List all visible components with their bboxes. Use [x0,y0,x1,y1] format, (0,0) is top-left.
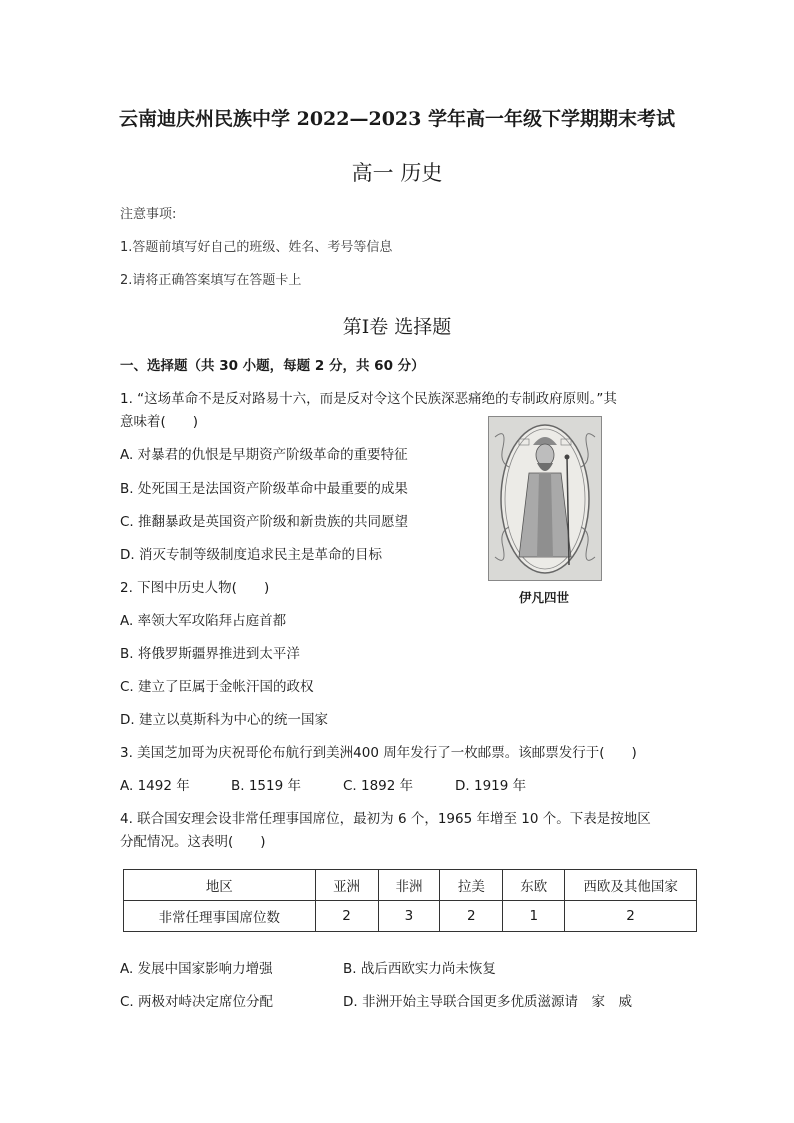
part-heading: 一、选择题（共 30 小题，每题 2 分，共 60 分） [120,358,425,374]
q4-option-b: B. 战后西欧实力尚未恢复 [343,961,496,977]
q2-option-a: A. 率领大军攻陷拜占庭首都 [120,613,287,629]
table-cell: 1 [503,901,565,932]
table-header-cell: 东欧 [503,870,565,901]
ivan-iv-portrait-image [488,416,602,581]
table-cell: 3 [378,901,440,932]
q2-stem: 2. 下图中历史人物( ) [120,580,270,596]
q4-option-a: A. 发展中国家影响力增强 [120,961,273,977]
exam-title: 云南迪庆州民族中学 2022—2023 学年高一年级下学期期末考试 [119,108,675,130]
q1-option-c: C. 推翻暴政是英国资产阶级和新贵族的共同愿望 [120,514,409,530]
table-header-cell: 地区 [124,870,316,901]
seat-allocation-table [123,869,697,932]
table-cell: 非常任理事国席位数 [124,901,316,932]
q1-option-a: A. 对暴君的仇恨是早期资产阶级革命的重要特征 [120,447,408,463]
q4-option-d: D. 非洲开始主导联合国更多优质滋源请 家 威 [343,994,632,1010]
subject-title: 高一 历史 [351,161,443,185]
table-header-cell: 西欧及其他国家 [565,870,697,901]
table-cell: 2 [440,901,503,932]
q4-option-c: C. 两极对峙决定席位分配 [120,994,274,1010]
q3-option-a: A. 1492 年 [120,778,190,794]
table-header-cell: 亚洲 [315,870,378,901]
q2-option-c: C. 建立了臣属于金帐汗国的政权 [120,679,314,695]
q3-stem: 3. 美国芝加哥为庆祝哥伦布航行到美洲400 周年发行了一枚邮票。该邮票发行于( ) [120,745,637,761]
q3-option-c: C. 1892 年 [343,778,414,794]
q1-stem-line2: 意味着( ) [120,414,199,430]
q2-option-b: B. 将俄罗斯疆界推进到太平洋 [120,646,300,662]
table-cell: 2 [315,901,378,932]
q3-option-b: B. 1519 年 [231,778,301,794]
q1-stem-line1: 1. “这场革命不是反对路易十六，而是反对令这个民族深恶痛绝的专制政府原则。”其 [120,391,617,407]
section-title: 第Ⅰ卷 选择题 [342,316,452,338]
table-header-row [124,870,697,901]
q4-stem-line2: 分配情况。这表明( ) [120,834,266,850]
table-cell: 2 [565,901,697,932]
notes-heading: 注意事项: [120,207,177,222]
note-item-2: 2.请将正确答案填写在答题卡上 [120,273,302,288]
q4-stem-line1: 4. 联合国安理会设非常任理事国席位，最初为 6 个，1965 年增至 10 个。下表是按地区 [120,811,651,827]
table-header-cell: 非洲 [378,870,440,901]
table-row [124,901,697,932]
portrait-drawing [489,417,601,580]
note-item-1: 1.答题前填写好自己的班级、姓名、考号等信息 [120,240,393,255]
q1-option-d: D. 消灭专制等级制度追求民主是革命的目标 [120,547,382,563]
portrait-caption: 伊凡四世 [518,590,569,605]
q2-option-d: D. 建立以莫斯科为中心的统一国家 [120,712,328,728]
table-header-cell: 拉美 [440,870,503,901]
q3-option-d: D. 1919 年 [455,778,527,794]
q1-option-b: B. 处死国王是法国资产阶级革命中最重要的成果 [120,481,408,497]
